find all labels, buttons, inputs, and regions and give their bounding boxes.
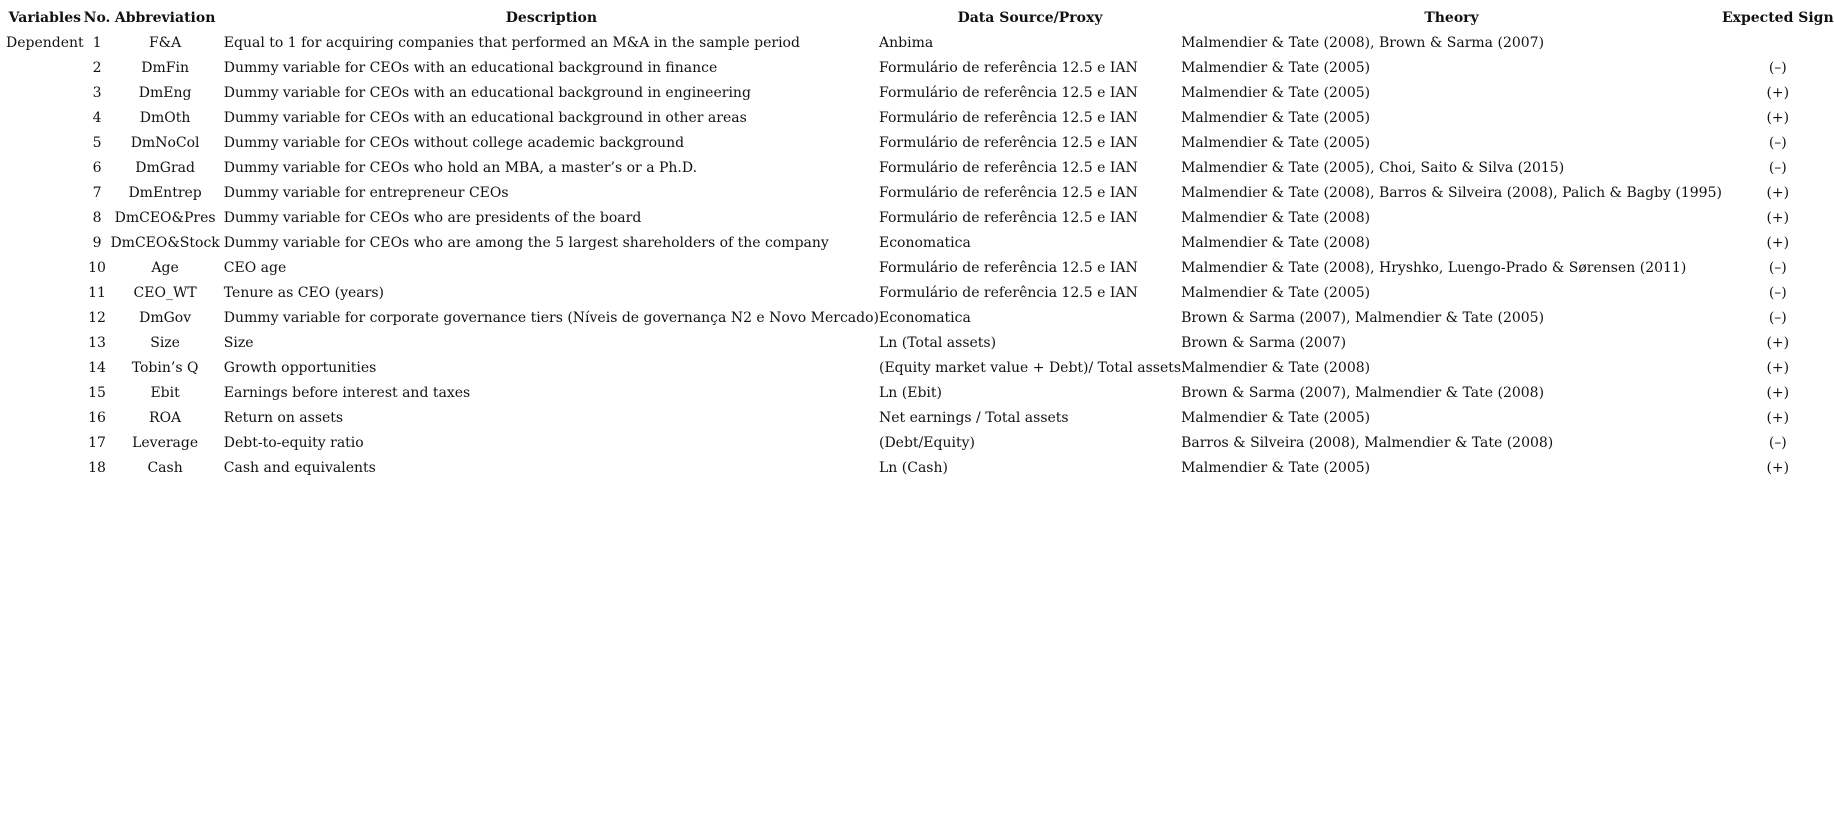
cell-theory: Barros & Silveira (2008), Malmendier & Tate (2008) bbox=[1181, 435, 1554, 451]
cell-source: Ln (Cash) bbox=[879, 460, 948, 476]
table-row bbox=[6, 356, 1834, 381]
header-variables: Variables bbox=[8, 10, 81, 26]
cell-variables bbox=[6, 306, 84, 331]
cell-abbreviation: DmCEO&Stock bbox=[110, 235, 220, 251]
cell-variables bbox=[6, 406, 84, 431]
header-description: Description bbox=[505, 10, 598, 26]
cell-expected-sign: (+) bbox=[1766, 335, 1790, 351]
cell-expected-sign: (+) bbox=[1766, 360, 1790, 376]
cell-variables: Dependent bbox=[6, 35, 84, 51]
cell-no: 7 bbox=[92, 185, 102, 201]
table-row bbox=[6, 231, 1834, 256]
table-row bbox=[6, 106, 1834, 131]
cell-expected-sign: (+) bbox=[1766, 410, 1790, 426]
cell-source: Anbima bbox=[879, 35, 934, 51]
cell-description: Dummy variable for CEOs with an educational background in engineering bbox=[223, 85, 751, 101]
cell-no: 13 bbox=[88, 335, 106, 351]
cell-abbreviation: DmGrad bbox=[135, 160, 195, 176]
cell-abbreviation: Tobin’s Q bbox=[131, 360, 199, 376]
cell-source: Formulário de referência 12.5 e IAN bbox=[879, 85, 1138, 101]
header-no: No. bbox=[83, 10, 111, 26]
cell-expected-sign: (+) bbox=[1766, 460, 1790, 476]
cell-source: Net earnings / Total assets bbox=[879, 410, 1069, 426]
table-row bbox=[6, 181, 1834, 206]
cell-theory: Malmendier & Tate (2005) bbox=[1181, 85, 1371, 101]
cell-description: Cash and equivalents bbox=[223, 460, 376, 476]
cell-source: Formulário de referência 12.5 e IAN bbox=[879, 110, 1138, 126]
cell-expected-sign: (–) bbox=[1768, 135, 1787, 151]
table-row bbox=[6, 56, 1834, 81]
cell-description: Dummy variable for CEOs without college academic background bbox=[223, 135, 685, 151]
cell-variables bbox=[6, 56, 84, 81]
cell-expected-sign: (+) bbox=[1766, 85, 1790, 101]
cell-source: Economatica bbox=[879, 310, 971, 326]
cell-abbreviation: Ebit bbox=[150, 385, 180, 401]
cell-no: 5 bbox=[92, 135, 102, 151]
cell-abbreviation: DmEntrep bbox=[128, 185, 202, 201]
cell-variables bbox=[6, 356, 84, 381]
table-row bbox=[6, 206, 1834, 231]
table-row bbox=[6, 131, 1834, 156]
cell-expected-sign: (+) bbox=[1766, 385, 1790, 401]
cell-variables bbox=[6, 131, 84, 156]
cell-expected-sign: (–) bbox=[1768, 435, 1787, 451]
cell-source: Formulário de referência 12.5 e IAN bbox=[879, 185, 1138, 201]
cell-source: Formulário de referência 12.5 e IAN bbox=[879, 135, 1138, 151]
cell-description: Size bbox=[223, 335, 254, 351]
cell-abbreviation: Cash bbox=[147, 460, 183, 476]
cell-expected-sign: (–) bbox=[1768, 60, 1787, 76]
cell-description: Dummy variable for CEOs who are among the 5 largest shareholders of the company bbox=[223, 235, 829, 251]
cell-expected-sign: (+) bbox=[1766, 235, 1790, 251]
cell-theory: Malmendier & Tate (2008), Brown & Sarma (2007) bbox=[1181, 35, 1545, 51]
cell-source: Ln (Ebit) bbox=[879, 385, 942, 401]
header-expected-sign: Expected Sign bbox=[1721, 10, 1834, 26]
cell-theory: Malmendier & Tate (2005) bbox=[1181, 135, 1371, 151]
cell-variables bbox=[6, 381, 84, 406]
cell-description: CEO age bbox=[223, 260, 287, 276]
cell-abbreviation: DmOth bbox=[139, 110, 191, 126]
cell-description: Dummy variable for entrepreneur CEOs bbox=[223, 185, 509, 201]
cell-source: Ln (Total assets) bbox=[879, 335, 997, 351]
cell-variables bbox=[6, 431, 84, 456]
cell-expected-sign: (–) bbox=[1768, 310, 1787, 326]
cell-no: 9 bbox=[92, 235, 102, 251]
cell-theory: Malmendier & Tate (2008), Barros & Silveira (2008), Palich & Bagby (1995) bbox=[1181, 185, 1722, 201]
cell-theory: Malmendier & Tate (2005) bbox=[1181, 410, 1371, 426]
cell-variables bbox=[6, 281, 84, 306]
header-theory: Theory bbox=[1424, 10, 1479, 26]
cell-description: Earnings before interest and taxes bbox=[223, 385, 471, 401]
cell-source: Economatica bbox=[879, 235, 971, 251]
cell-source: (Debt/Equity) bbox=[879, 435, 975, 451]
table-body bbox=[6, 31, 1834, 481]
header-source: Data Source/Proxy bbox=[957, 10, 1103, 26]
cell-variables bbox=[6, 206, 84, 231]
cell-theory: Malmendier & Tate (2008), Hryshko, Luengo-Prado & Sørensen (2011) bbox=[1181, 260, 1687, 276]
cell-description: Return on assets bbox=[223, 410, 344, 426]
cell-expected-sign: (+) bbox=[1766, 110, 1790, 126]
table-header bbox=[6, 6, 1834, 31]
cell-abbreviation: DmNoCol bbox=[130, 135, 200, 151]
cell-theory: Malmendier & Tate (2008) bbox=[1181, 210, 1371, 226]
cell-no: 4 bbox=[92, 110, 102, 126]
cell-expected-sign bbox=[1722, 31, 1834, 56]
cell-theory: Brown & Sarma (2007) bbox=[1181, 335, 1347, 351]
cell-variables bbox=[6, 456, 84, 481]
cell-no: 10 bbox=[88, 260, 106, 276]
table-row bbox=[6, 281, 1834, 306]
cell-abbreviation: DmFin bbox=[141, 60, 189, 76]
cell-expected-sign: (+) bbox=[1766, 185, 1790, 201]
cell-variables bbox=[6, 331, 84, 356]
cell-theory: Malmendier & Tate (2005) bbox=[1181, 285, 1371, 301]
cell-expected-sign: (+) bbox=[1766, 210, 1790, 226]
cell-no: 12 bbox=[88, 310, 106, 326]
cell-no: 16 bbox=[88, 410, 106, 426]
header-row bbox=[6, 6, 1834, 31]
cell-no: 2 bbox=[92, 60, 102, 76]
table-row bbox=[6, 81, 1834, 106]
cell-variables bbox=[6, 81, 84, 106]
cell-description: Dummy variable for CEOs who are presidents of the board bbox=[223, 210, 642, 226]
cell-abbreviation: Age bbox=[151, 260, 179, 276]
cell-abbreviation: Size bbox=[150, 335, 180, 351]
cell-source: (Equity market value + Debt)/ Total assets bbox=[879, 360, 1182, 376]
cell-expected-sign: (–) bbox=[1768, 160, 1787, 176]
cell-source: Formulário de referência 12.5 e IAN bbox=[879, 160, 1138, 176]
cell-description: Growth opportunities bbox=[223, 360, 377, 376]
cell-variables bbox=[6, 231, 84, 256]
table-row bbox=[6, 456, 1834, 481]
cell-source: Formulário de referência 12.5 e IAN bbox=[879, 260, 1138, 276]
cell-theory: Brown & Sarma (2007), Malmendier & Tate (2005) bbox=[1181, 310, 1545, 326]
cell-no: 18 bbox=[88, 460, 106, 476]
cell-source: Formulário de referência 12.5 e IAN bbox=[879, 60, 1138, 76]
cell-theory: Malmendier & Tate (2005) bbox=[1181, 60, 1371, 76]
table-row bbox=[6, 381, 1834, 406]
cell-no: 6 bbox=[92, 160, 102, 176]
cell-abbreviation: DmEng bbox=[138, 85, 192, 101]
cell-description: Debt-to-equity ratio bbox=[223, 435, 364, 451]
cell-no: 15 bbox=[88, 385, 106, 401]
cell-no: 11 bbox=[88, 285, 106, 301]
cell-description: Equal to 1 for acquiring companies that performed an M&A in the sample period bbox=[223, 35, 800, 51]
cell-no: 8 bbox=[92, 210, 102, 226]
cell-abbreviation: DmCEO&Pres bbox=[114, 210, 216, 226]
cell-source: Formulário de referência 12.5 e IAN bbox=[879, 210, 1138, 226]
cell-variables bbox=[6, 106, 84, 131]
cell-theory: Malmendier & Tate (2008) bbox=[1181, 360, 1371, 376]
cell-theory: Malmendier & Tate (2005), Choi, Saito & Silva (2015) bbox=[1181, 160, 1565, 176]
cell-variables bbox=[6, 156, 84, 181]
table-row bbox=[6, 331, 1834, 356]
cell-no: 14 bbox=[88, 360, 106, 376]
cell-abbreviation: Leverage bbox=[132, 435, 199, 451]
cell-no: 3 bbox=[92, 85, 102, 101]
cell-abbreviation: CEO_WT bbox=[133, 285, 197, 301]
cell-theory: Malmendier & Tate (2008) bbox=[1181, 235, 1371, 251]
cell-expected-sign: (–) bbox=[1768, 260, 1787, 276]
table-row bbox=[6, 156, 1834, 181]
table-row bbox=[6, 31, 1834, 56]
cell-theory: Malmendier & Tate (2005) bbox=[1181, 460, 1371, 476]
cell-abbreviation: ROA bbox=[149, 410, 182, 426]
header-abbreviation: Abbreviation bbox=[114, 10, 216, 26]
cell-description: Dummy variable for CEOs with an educational background in other areas bbox=[223, 110, 747, 126]
table-row bbox=[6, 406, 1834, 431]
table-row bbox=[6, 431, 1834, 456]
table-row bbox=[6, 256, 1834, 281]
cell-description: Tenure as CEO (years) bbox=[223, 285, 384, 301]
cell-abbreviation: F&A bbox=[148, 35, 182, 51]
cell-expected-sign: (–) bbox=[1768, 285, 1787, 301]
cell-no: 1 bbox=[92, 35, 102, 51]
table-row bbox=[6, 306, 1834, 331]
cell-variables bbox=[6, 181, 84, 206]
variables-table bbox=[6, 6, 1834, 481]
cell-description: Dummy variable for CEOs with an educational background in finance bbox=[223, 60, 718, 76]
cell-description: Dummy variable for corporate governance tiers (Níveis de governança N2 e Novo Mercado) bbox=[223, 310, 879, 326]
cell-source: Formulário de referência 12.5 e IAN bbox=[879, 285, 1138, 301]
cell-no: 17 bbox=[88, 435, 106, 451]
cell-theory: Brown & Sarma (2007), Malmendier & Tate (2008) bbox=[1181, 385, 1545, 401]
cell-description: Dummy variable for CEOs who hold an MBA, a master’s or a Ph.D. bbox=[223, 160, 698, 176]
cell-theory: Malmendier & Tate (2005) bbox=[1181, 110, 1371, 126]
cell-variables bbox=[6, 256, 84, 281]
cell-abbreviation: DmGov bbox=[139, 310, 192, 326]
